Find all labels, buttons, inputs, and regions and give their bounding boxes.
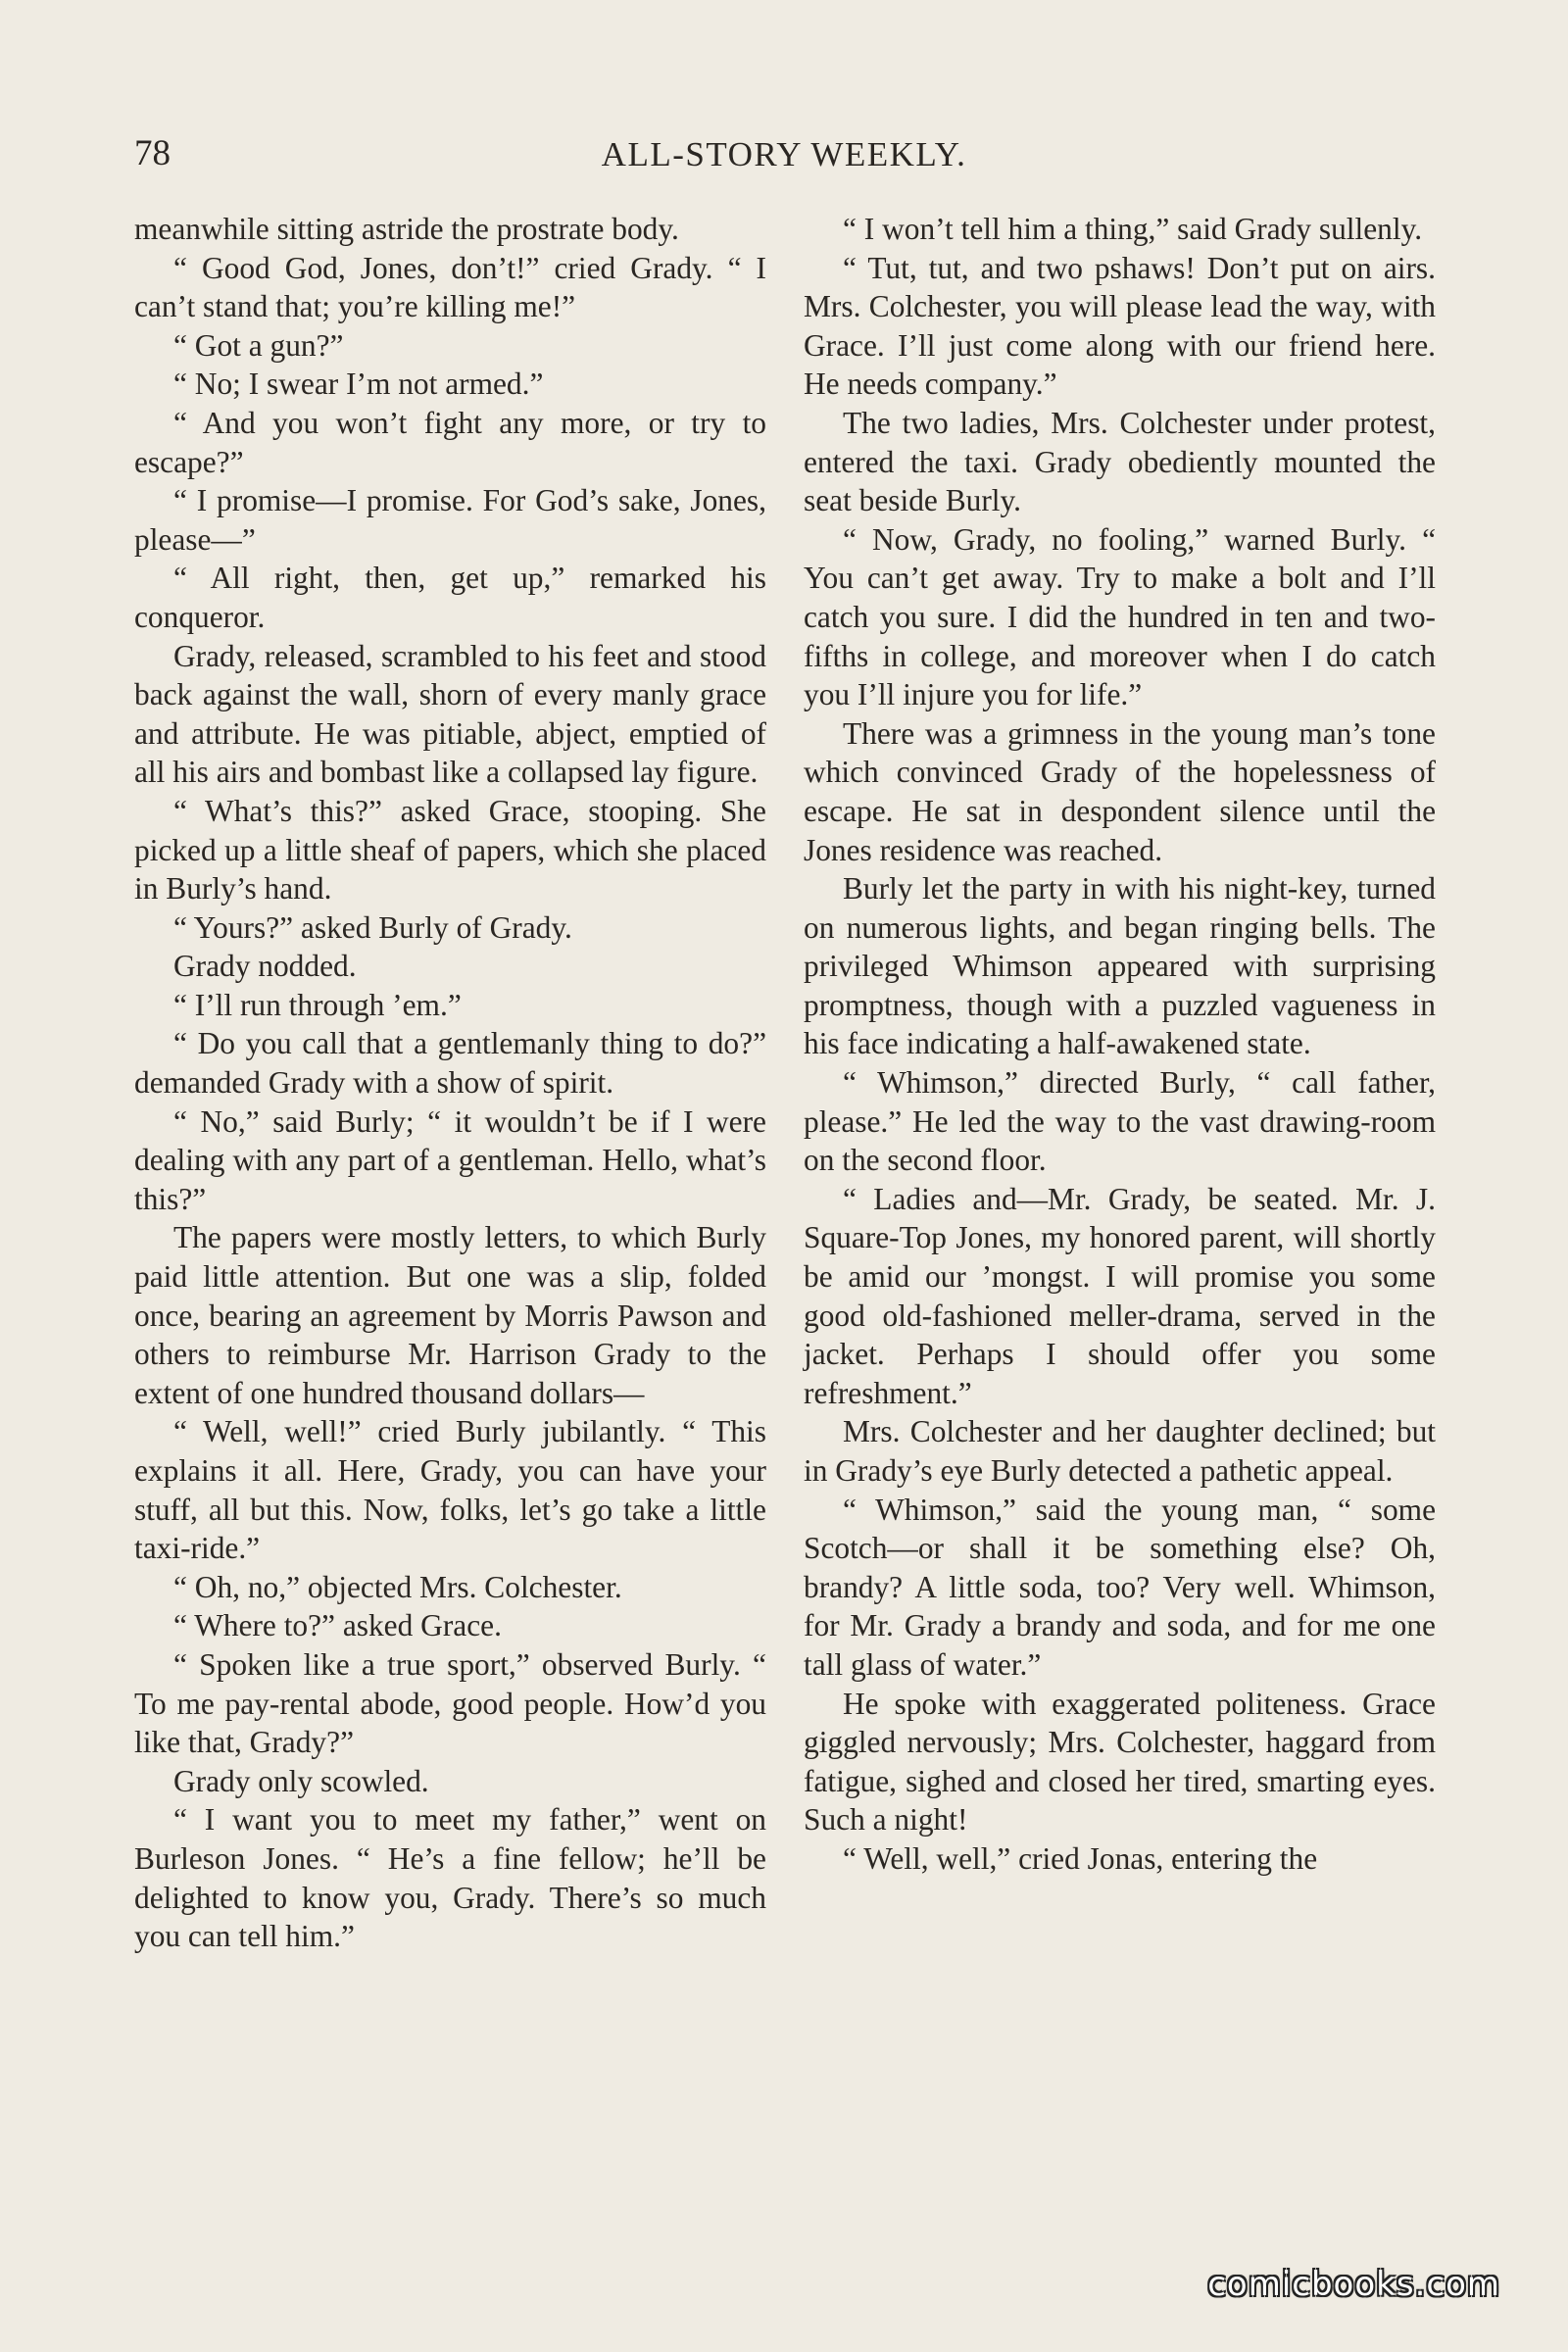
right-column [804,210,1436,1879]
paragraph: “ Tut, tut, and two pshaws! Don’t put on airs. Mrs. Colchester, you will please lead the way, with Grace. I’ll just come along with our friend here. He needs company.” [804,250,1436,402]
paragraph: “ I’ll run through ’em.” [173,987,462,1022]
paragraph: Grady nodded. [173,949,357,984]
paragraph: “ Well, well,” cried Jonas, entering the [843,1840,1318,1876]
left-column [134,210,766,1956]
paragraph: Grady, released, scrambled to his feet and stood back against the wall, shorn of every manly grace and attribute. He was pitiable, abject, emptied of all his airs and bombast like a collapsed lay figure. [134,638,766,790]
paragraph: “ Oh, no,” objected Mrs. Colchester. [173,1569,622,1604]
running-head: ALL-STORY WEEKLY. [601,135,967,173]
paragraph: Mrs. Colchester and her daughter declined; but in Grady’s eye Burly detected a pathetic appeal. [804,1414,1436,1488]
paragraph: “ Spoken like a true sport,” observed Burly. “ To me pay-rental abode, good people. How’d you like that, Grady?” [134,1646,766,1760]
paragraph: “ All right, then, get up,” remarked his conqueror. [134,561,766,634]
paragraph: meanwhile sitting astride the prostrate body. [134,212,679,246]
paragraph: “ Where to?” asked Grace. [173,1608,502,1643]
paragraph: “ I promise—I promise. For God’s sake, Jones, please—” [134,483,766,557]
paragraph: There was a grimness in the young man’s tone which convinced Grady of the hopelessness of escape. He sat in despondent silence until the Jones residence was reached. [804,715,1436,867]
paragraph: “ No; I swear I’m not armed.” [173,367,544,402]
paragraph: “ Do you call that a gentlemanly thing to do?” demanded Grady with a show of spirit. [134,1026,766,1101]
paragraph: “ Whimson,” directed Burly, “ call father, please.” He led the way to the vast drawing-room on the second floor. [804,1065,1436,1178]
paragraph: “ Well, well!” cried Burly jubilantly. “ This explains it all. Here, Grady, you can have your stuff, all but this. Now, folks, let’s go take a little taxi-ride.” [134,1414,766,1566]
paragraph: “ I won’t tell him a thing,” said Grady sullenly. [843,212,1423,246]
page-number: 78 [134,133,171,173]
paragraph: Burly let the party in with his night-key, turned on numerous lights, and began ringing bells. The privileged Whimson appeared with surprising promptness, though with a puzzled vagueness in his face indicating a half-awakened state. [804,871,1436,1061]
paragraph: The papers were mostly letters, to which Burly paid little attention. But one was a slip, folded once, bearing an agreement by Morris Pawson and others to reimburse Mr. Harrison Grady to the extent of one hundred thousand dollars— [134,1220,766,1410]
paragraph: He spoke with exaggerated politeness. Grace giggled nervously; Mrs. Colchester, haggard from fatigue, sighed and closed her tired, smarting eyes. Such a night! [804,1686,1436,1838]
watermark: comicbooks.com [1207,2265,1500,2304]
paragraph: “ Good God, Jones, don’t!” cried Grady. “ I can’t stand that; you’re killing me!” [134,250,766,324]
paragraph: “ No,” said Burly; “ it wouldn’t be if I were dealing with any part of a gentleman. Hello, what’s this?” [134,1103,766,1216]
paragraph: “ Yours?” asked Burly of Grady. [173,909,572,945]
paragraph: “ Now, Grady, no fooling,” warned Burly. “ You can’t get away. Try to make a bolt and I’ll catch you sure. I did the hundred in ten and two-fifths in college, and moreover when I do catch you I’ll injure you for life.” [804,521,1436,712]
paragraph: “ Got a gun?” [173,327,344,363]
paragraph: “ Whimson,” said the young man, “ some Scotch—or shall it be something else? Oh, brandy? A little soda, too? Very well. Whimson, for Mr. Grady a brandy and soda, and for me one tall glass of water.” [804,1492,1436,1682]
paragraph: “ I want you to meet my father,” went on Burleson Jones. “ He’s a fine fellow; he’ll be delighted to know you, Grady. There’s so much you can tell him.” [134,1802,766,1954]
paragraph: Grady only scowled. [173,1763,429,1798]
paragraph: The two ladies, Mrs. Colchester under protest, entered the taxi. Grady obediently mounted the seat beside Burly. [804,405,1436,518]
paragraph: “ What’s this?” asked Grace, stooping. She picked up a little sheaf of papers, which she placed in Burly’s hand. [134,793,766,906]
paragraph: “ Ladies and—Mr. Grady, be seated. Mr. J. Square-Top Jones, my honored parent, will shortly be amid our ’mongst. I will promise you some good old-fashioned meller-drama, served in the jacket. Perhaps I should offer you some refreshment.” [804,1181,1436,1410]
paragraph: “ And you won’t fight any more, or try to escape?” [134,405,766,479]
